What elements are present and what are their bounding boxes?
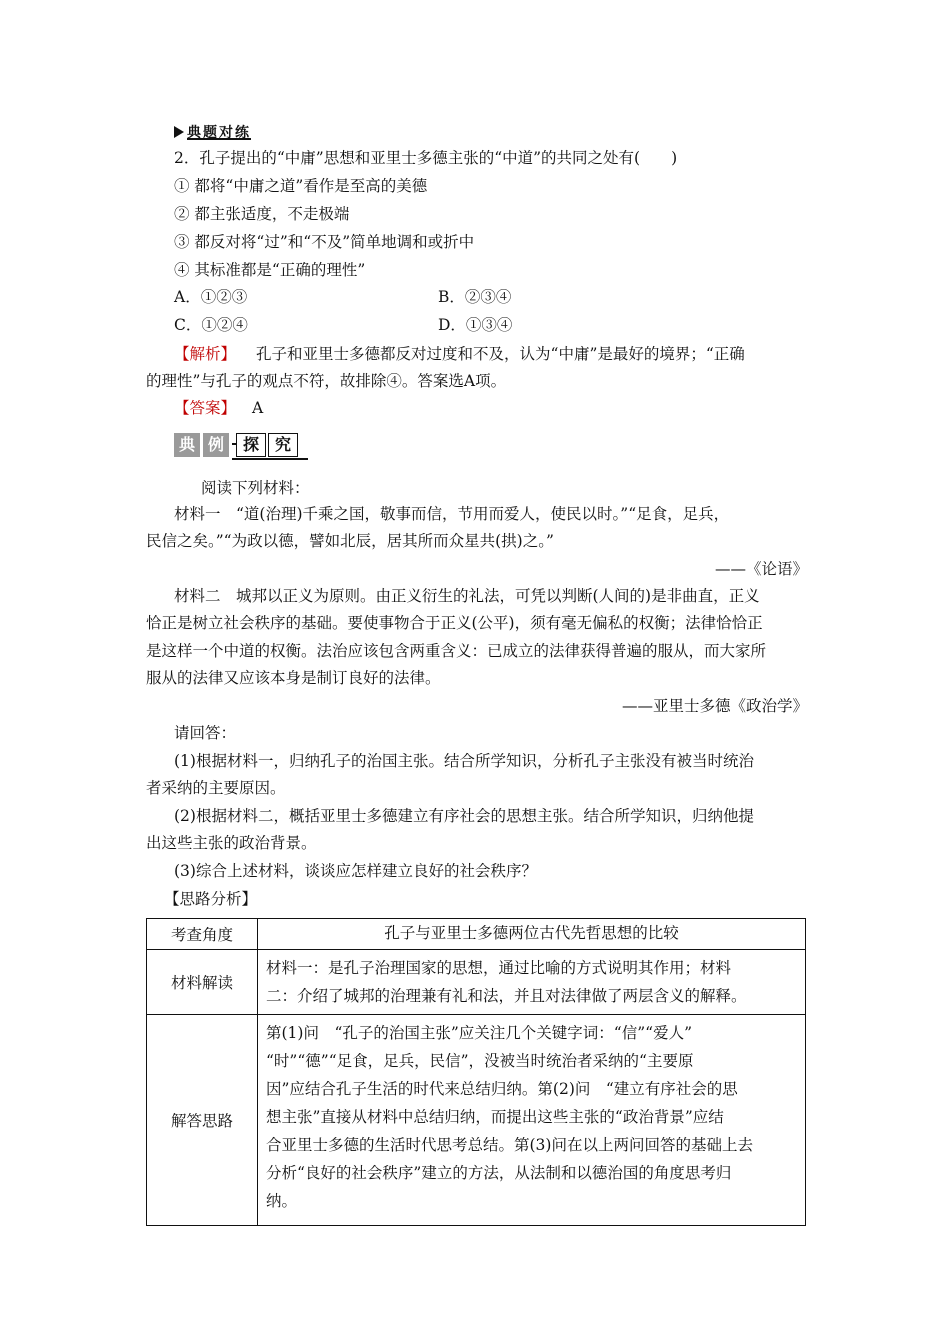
material-one-line: 材料一 “道(治理)千乘之国，敬事而信，节用而爱人，使民以时。”“足食，足兵，	[174, 505, 730, 523]
section-heading	[174, 122, 251, 142]
triangle-bullet-icon	[174, 126, 184, 138]
table-key-cell: 材料解读	[147, 950, 258, 1015]
option-a: A．①②③	[174, 288, 248, 306]
analysis-line-2: 的理性”与孔子的观点不符，故排除④。答案选A项。	[146, 372, 507, 390]
sub-question-2: (2)根据材料二，概括亚里士多德建立有序社会的思想主张。结合所学知识，归纳他提	[174, 807, 754, 825]
question-stem: 2．孔子提出的“中庸”思想和亚里士多德主张的“中道”的共同之处有( )	[174, 149, 678, 167]
question-item: ① 都将“中庸之道”看作是至高的美德	[174, 177, 428, 195]
banner-char: 例	[203, 433, 229, 457]
table-value-line: 第(1)问 “孔子的治国主张”应关注几个关键字词：“信”“爱人”	[266, 1024, 693, 1042]
table-value-cell	[258, 950, 806, 1015]
example-banner	[174, 431, 308, 461]
analysis-table	[146, 918, 806, 1226]
sub-question-1: (1)根据材料一，归纳孔子的治国主张。结合所学知识，分析孔子主张没有被当时统治	[174, 752, 754, 770]
table-value-cell	[258, 1015, 806, 1226]
question-item: ② 都主张适度，不走极端	[174, 205, 350, 223]
material-one-line: 民信之矣。”“为政以德，譬如北辰，居其所而众星共(拱)之。”	[146, 532, 554, 550]
table-key-cell: 解答思路	[147, 1015, 258, 1226]
question-item: ③ 都反对将“过”和“不及”简单地调和或折中	[174, 233, 475, 251]
table-value-line: 分析“良好的社会秩序”建立的方法，从法制和以德治国的角度思考归	[266, 1164, 732, 1182]
table-value-line: 纳。	[266, 1192, 298, 1210]
material-intro: 阅读下列材料：	[201, 479, 310, 497]
table-value-cell	[258, 919, 806, 950]
sub-question-3: (3)综合上述材料，谈谈应怎样建立良好的社会秩序？	[174, 862, 537, 880]
answer-value: A	[252, 399, 264, 417]
table-value-line: 合亚里士多德的生活时代思考总结。第(3)问在以上两问回答的基础上去	[266, 1136, 753, 1154]
material-two-line: 是这样一个中道的权衡。法治应该包含两重含义：已成立的法律获得普遍的服从，而大家所	[146, 642, 767, 660]
option-b: B．②③④	[438, 288, 512, 306]
banner-char: 典	[174, 433, 200, 457]
table-value-line: 孔子与亚里士多德两位古代先哲思想的比较	[384, 924, 679, 942]
table-key-cell: 考查角度	[147, 919, 258, 950]
option-d: D．①③④	[438, 316, 513, 334]
option-c: C．①②④	[174, 316, 248, 334]
analysis-text: 孔子和亚里士多德都反对过度和不及，认为“中庸”是最好的境界；“正确	[256, 345, 745, 363]
material-two-source: ——亚里士多德《政治学》	[621, 697, 808, 715]
table-value-line: 材料一：是孔子治理国家的思想，通过比喻的方式说明其作用；材料	[266, 959, 732, 977]
table-value-line: 想主张”直接从材料中总结归纳，而提出这些主张的“政治背景”应结	[266, 1108, 724, 1126]
material-two-line: 服从的法律又应该本身是制订良好的法律。	[146, 669, 441, 687]
banner-char: 究	[268, 433, 298, 457]
sub-question-1-cont: 者采纳的主要原因。	[146, 779, 286, 797]
section-title: 典题对练	[187, 125, 251, 141]
table-row	[147, 1015, 806, 1226]
table-value-line: 因”应结合孔子生活的时代来总结归纳。第(2)问 “建立有序社会的思	[266, 1080, 738, 1098]
table-value-line: 二：介绍了城邦的治理兼有礼和法，并且对法律做了两层含义的解释。	[266, 987, 747, 1005]
material-one-source: ——《论语》	[714, 560, 808, 578]
material-two-line: 材料二 城邦以正义为原则。由正义衍生的礼法，可凭以判断(人间的)是非曲直，正义	[174, 587, 760, 605]
material-two-line: 恰正是树立社会秩序的基础。要使事物合于正义(公平)，须有毫无偏私的权衡；法律恰恰正	[146, 614, 763, 632]
ask-line: 请回答：	[174, 724, 237, 742]
table-row	[147, 919, 806, 950]
question-item: ④ 其标准都是“正确的理性”	[174, 261, 366, 279]
analysis-heading: 【思路分析】	[164, 890, 258, 908]
analysis-label: 【解析】	[174, 345, 237, 363]
answer-line	[174, 398, 263, 418]
analysis-line	[174, 344, 745, 364]
table-value-line: “时”“德”“足食，足兵，民信”，没被当时统治者采纳的“主要原	[266, 1052, 694, 1070]
table-row	[147, 950, 806, 1015]
banner-underline	[232, 458, 308, 460]
sub-question-2-cont: 出这些主张的政治背景。	[146, 834, 317, 852]
banner-char: 探	[236, 433, 266, 457]
answer-label: 【答案】	[174, 399, 237, 417]
